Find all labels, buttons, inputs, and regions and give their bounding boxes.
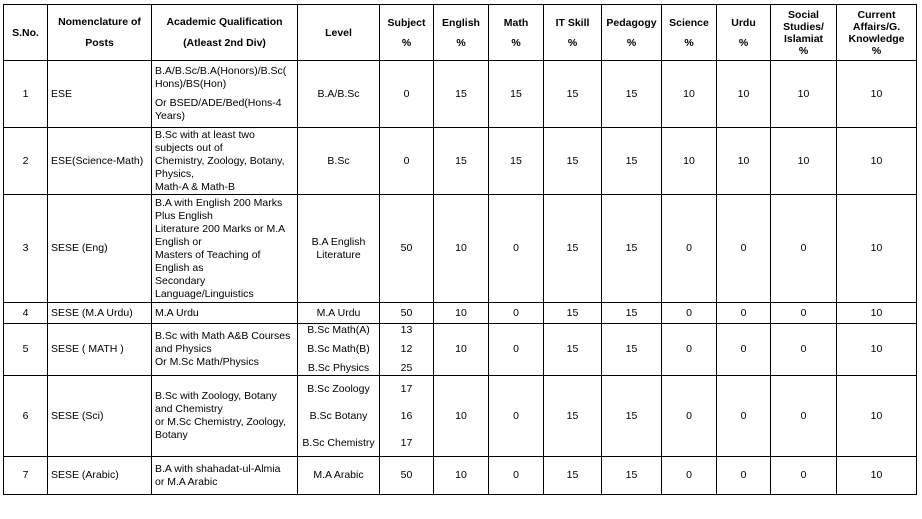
cell-current-affairs: 10 [837, 376, 917, 457]
cell-it-skill: 15 [544, 128, 602, 195]
header-label: Subject [387, 16, 426, 29]
header-sno [4, 5, 48, 61]
cell-post: SESE (M.A Urdu) [48, 303, 152, 324]
cell-science: 0 [662, 303, 717, 324]
cell-subject [380, 376, 434, 457]
header-percent-unit: % [511, 36, 521, 49]
cell-science: 10 [662, 128, 717, 195]
header-label: Current [857, 8, 896, 21]
header-label: Social [788, 8, 819, 21]
cell-level-line: Literature [316, 248, 361, 261]
cell-math: 0 [489, 303, 544, 324]
cell-level-line: B.A English [311, 235, 366, 248]
header-percent-unit: % [684, 36, 694, 49]
cell-post: SESE (Sci) [48, 376, 152, 457]
cell-qualification-line: Chemistry, Zoology, Botany, [155, 154, 285, 167]
cell-it-skill: 15 [544, 457, 602, 495]
header-pedagogy [602, 5, 662, 61]
cell-social-studies: 0 [771, 376, 837, 457]
cell-qualification-line: B.A with shahadat-ul-Almia [155, 462, 281, 475]
cell-level-line: B.Sc Math(B) [307, 343, 370, 355]
cell-qualification-line: B.A/B.Sc/B.A(Honors)/B.Sc( [155, 65, 287, 77]
cell-subject-line: 16 [400, 409, 413, 422]
header-label: Level [325, 26, 352, 39]
header-urdu [717, 5, 771, 61]
cell-social-studies: 10 [771, 61, 837, 128]
cell-post: SESE (Arabic) [48, 457, 152, 495]
header-label: Posts [85, 37, 114, 49]
cell-social-studies: 0 [771, 303, 837, 324]
cell-current-affairs: 10 [837, 195, 917, 303]
cell-level [298, 128, 380, 195]
cell-level [298, 376, 380, 457]
header-english [434, 5, 489, 61]
cell-it-skill: 15 [544, 303, 602, 324]
cell-english: 15 [434, 61, 489, 128]
cell-subject-line: 0 [403, 154, 410, 167]
cell-qualification-line: B.Sc with at least two [155, 128, 255, 141]
cell-math: 15 [489, 128, 544, 195]
header-label: Knowledge [848, 32, 905, 45]
table-row [4, 324, 917, 376]
cell-social-studies: 0 [771, 324, 837, 376]
header-percent-unit: % [738, 36, 749, 49]
cell-subject [380, 61, 434, 128]
header-label: (Atleast 2nd Div) [183, 37, 266, 49]
header-math [489, 5, 544, 61]
cell-qualification-line: Or BSED/ADE/Bed(Hons-4 [155, 97, 282, 109]
cell-post: SESE (Eng) [48, 195, 152, 303]
cell-it-skill: 15 [544, 61, 602, 128]
header-percent-unit: % [456, 36, 466, 49]
cell-level-line: B.Sc Botany [309, 409, 368, 422]
cell-subject [380, 303, 434, 324]
cell-math: 0 [489, 195, 544, 303]
cell-urdu: 0 [717, 195, 771, 303]
header-it-skill [544, 5, 602, 61]
header-qualification [152, 5, 298, 61]
cell-it-skill: 15 [544, 376, 602, 457]
header-percent-unit: % [798, 44, 809, 57]
header-percent-unit: % [871, 44, 882, 57]
cell-current-affairs: 10 [837, 324, 917, 376]
cell-english: 10 [434, 195, 489, 303]
header-label: Science [669, 16, 709, 29]
cell-subject-line: 50 [400, 306, 413, 319]
cell-subject-line: 50 [400, 469, 413, 481]
cell-subject-line: 17 [400, 436, 413, 449]
cell-level-line: B.Sc Physics [307, 362, 370, 374]
cell-pedagogy: 15 [602, 303, 662, 324]
cell-level [298, 195, 380, 303]
header-label: Pedagogy [606, 16, 657, 29]
cell-science: 10 [662, 61, 717, 128]
cell-urdu: 0 [717, 303, 771, 324]
header-label: Academic Qualification [166, 16, 283, 28]
cell-subject-line: 25 [400, 362, 413, 374]
cell-subject-line: 17 [400, 382, 413, 395]
cell-urdu: 0 [717, 324, 771, 376]
cell-qualification-line: English as [155, 261, 204, 274]
cell-qualification-line: Hons)/BS(Hon) [155, 78, 227, 90]
cell-qualification-line: Masters of Teaching of [155, 248, 261, 261]
cell-english: 10 [434, 376, 489, 457]
header-label: Nomenclature of [58, 16, 141, 28]
cell-qualification [152, 324, 298, 376]
cell-sno: 6 [4, 376, 48, 457]
cell-current-affairs: 10 [837, 457, 917, 495]
cell-level-line: B.Sc Chemistry [302, 436, 375, 449]
header-label: IT Skill [555, 16, 590, 29]
cell-post: ESE(Science-Math) [48, 128, 152, 195]
header-percent-unit: % [626, 36, 637, 49]
header-social-studies [771, 5, 837, 61]
header-label: S.No. [12, 26, 39, 39]
cell-pedagogy: 15 [602, 128, 662, 195]
cell-qualification-line: English or [155, 235, 202, 248]
header-post-name [48, 5, 152, 61]
cell-qualification-line: Language/Linguistics [155, 287, 254, 300]
cell-qualification-line: and Chemistry [155, 403, 223, 415]
cell-subject-line: 0 [403, 87, 410, 100]
cell-qualification-line: or M.A Arabic [155, 475, 218, 488]
cell-pedagogy: 15 [602, 376, 662, 457]
cell-sno: 5 [4, 324, 48, 376]
cell-pedagogy: 15 [602, 324, 662, 376]
cell-english: 10 [434, 324, 489, 376]
cell-level [298, 61, 380, 128]
table-row [4, 61, 917, 128]
cell-qualification-line: B.Sc with Math A&B Courses [155, 330, 291, 342]
cell-qualification-line: Botany [155, 429, 188, 441]
header-science [662, 5, 717, 61]
cell-qualification [152, 128, 298, 195]
cell-qualification-line: Math-A & Math-B [155, 180, 235, 193]
cell-subject [380, 195, 434, 303]
cell-qualification-line: subjects out of [155, 141, 223, 154]
cell-math: 0 [489, 376, 544, 457]
cell-it-skill: 15 [544, 324, 602, 376]
cell-english: 15 [434, 128, 489, 195]
cell-pedagogy: 15 [602, 61, 662, 128]
header-label: Urdu [731, 16, 756, 29]
cell-it-skill: 15 [544, 195, 602, 303]
cell-current-affairs: 10 [837, 61, 917, 128]
cell-qualification-line: Plus English [155, 209, 213, 222]
cell-subject-line: 50 [400, 242, 413, 254]
cell-qualification [152, 61, 298, 128]
table-row [4, 303, 917, 324]
cell-qualification [152, 195, 298, 303]
cell-level [298, 457, 380, 495]
cell-sno: 3 [4, 195, 48, 303]
cell-level-line: M.A Arabic [313, 469, 364, 481]
cell-sno: 4 [4, 303, 48, 324]
header-row [4, 5, 917, 61]
cell-urdu: 10 [717, 128, 771, 195]
cell-social-studies: 0 [771, 195, 837, 303]
cell-qualification-line: or M.Sc Chemistry, Zoology, [155, 416, 286, 428]
cell-science: 0 [662, 457, 717, 495]
cell-qualification [152, 457, 298, 495]
header-current-affairs [837, 5, 917, 61]
table-row [4, 195, 917, 303]
table-body [4, 61, 917, 495]
cell-science: 0 [662, 324, 717, 376]
cell-current-affairs: 10 [837, 303, 917, 324]
header-label: Affairs/G. [852, 20, 901, 33]
cell-subject [380, 457, 434, 495]
table-row [4, 376, 917, 457]
cell-social-studies: 10 [771, 128, 837, 195]
cell-math: 15 [489, 61, 544, 128]
cell-social-studies: 0 [771, 457, 837, 495]
cell-science: 0 [662, 376, 717, 457]
cell-pedagogy: 15 [602, 457, 662, 495]
cell-level [298, 324, 380, 376]
header-label: Islamiat [783, 32, 824, 45]
cell-qualification-line: Literature 200 Marks or M.A [155, 222, 286, 235]
cell-urdu: 10 [717, 61, 771, 128]
cell-subject-line: 13 [400, 324, 413, 336]
cell-current-affairs: 10 [837, 128, 917, 195]
cell-qualification-line: B.A with English 200 Marks [155, 196, 283, 209]
cell-level [298, 303, 380, 324]
cell-subject [380, 128, 434, 195]
cell-subject [380, 324, 434, 376]
table-row [4, 128, 917, 195]
cell-qualification-line: Years) [155, 110, 185, 122]
cell-qualification-line: and Physics [155, 343, 212, 355]
header-percent-unit: % [567, 36, 578, 49]
cell-qualification-line: B.Sc with Zoology, Botany [155, 390, 277, 402]
cell-qualification-line: Secondary [155, 274, 206, 287]
cell-qualification-line: Or M.Sc Math/Physics [155, 356, 259, 368]
cell-science: 0 [662, 195, 717, 303]
cell-english: 10 [434, 457, 489, 495]
cell-post: ESE [48, 61, 152, 128]
cell-urdu: 0 [717, 457, 771, 495]
header-label: English [442, 16, 480, 29]
header-label: Studies/ [783, 20, 824, 33]
cell-sno: 2 [4, 128, 48, 195]
cell-level-line: B.Sc Zoology [307, 382, 370, 395]
cell-math: 0 [489, 457, 544, 495]
header-percent-unit: % [401, 36, 412, 49]
cell-qualification-line: Physics, [155, 167, 195, 180]
cell-sno: 1 [4, 61, 48, 128]
cell-level-line: B.Sc Math(A) [307, 324, 370, 336]
header-label: Math [503, 16, 529, 29]
cell-urdu: 0 [717, 376, 771, 457]
cell-level-line: M.A Urdu [316, 306, 361, 319]
cell-qualification [152, 376, 298, 457]
cell-english: 10 [434, 303, 489, 324]
cell-post: SESE ( MATH ) [48, 324, 152, 376]
cell-qualification-line: M.A Urdu [155, 306, 199, 319]
table-row [4, 457, 917, 495]
cell-subject-line: 12 [400, 343, 413, 355]
header-level [298, 5, 380, 61]
recruitment-criteria-table [3, 4, 917, 495]
cell-qualification [152, 303, 298, 324]
cell-math: 0 [489, 324, 544, 376]
header-subject [380, 5, 434, 61]
cell-level-line: B.Sc [327, 154, 350, 167]
cell-pedagogy: 15 [602, 195, 662, 303]
cell-level-line: B.A/B.Sc [317, 87, 360, 100]
cell-sno: 7 [4, 457, 48, 495]
